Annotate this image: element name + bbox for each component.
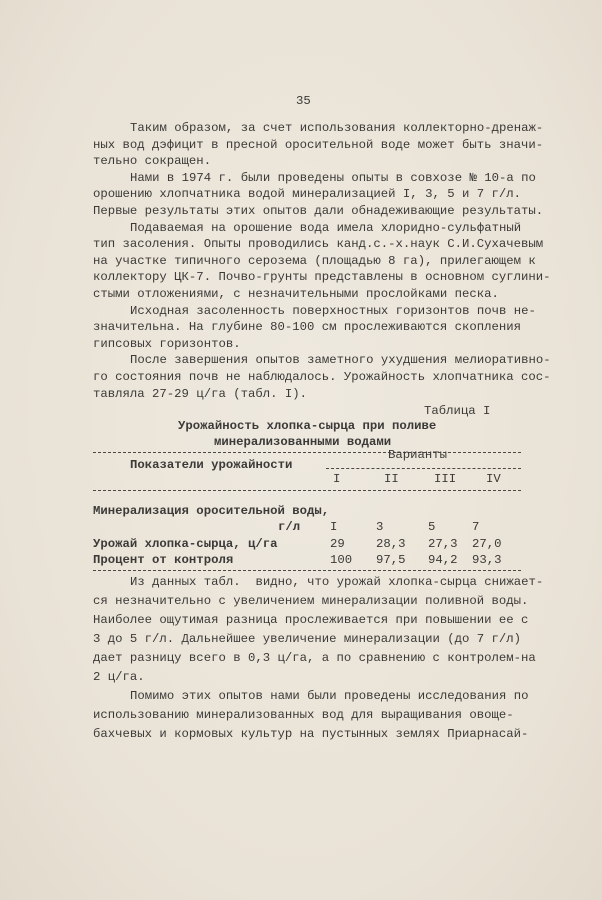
text-line: стыми отложениями, с незначительными прослойками песка. (93, 287, 499, 301)
text-line: использованию минерализованных вод для выращивания овоще- (93, 708, 514, 722)
text-line: Из данных табл. видно, что урожай хлопка-сырца снижает- (130, 575, 544, 589)
text-line: тельно сокращен. (93, 154, 212, 168)
row-unit: г/л (278, 520, 301, 534)
cell: 94,2 (428, 553, 458, 567)
cell: 100 (330, 553, 353, 567)
text-line: бахчевых и кормовых культур на пустынных землях Приарнасай- (93, 727, 529, 741)
text-line: Нами в 1974 г. были проведены опыты в совхозе № 10-а по (130, 171, 536, 185)
text-line: на участке типичного серозема (площадью 8 га), прилегающем к (93, 254, 536, 268)
cell: 7 (472, 520, 480, 534)
text-line: тавляла 27-29 ц/га (табл. I). (93, 387, 308, 401)
text-line: коллектору ЦК-7. Почво-грунты представлены в основном суглини- (93, 270, 551, 284)
cell: 5 (428, 520, 436, 534)
table-label: Таблица I (424, 404, 491, 418)
text-line: Наиболее ощутимая разница прослеживается при повышении ее с (93, 613, 529, 627)
variant-4: IV (486, 472, 501, 486)
table-rule (93, 452, 521, 453)
header-indicator: Показатели урожайности (130, 458, 293, 472)
page-number: 35 (296, 94, 311, 108)
cell: 97,5 (376, 553, 406, 567)
text-line: значительна. На глубине 80-100 см прослеживаются скопления (93, 320, 522, 334)
text-line: Первые результаты этих опытов дали обнадеживающие результаты. (93, 204, 544, 218)
cell: 27,3 (428, 537, 458, 551)
table-rule (93, 490, 521, 491)
variant-2: II (384, 472, 399, 486)
variant-1: I (333, 472, 341, 486)
row-label: Минерализация оросительной воды, (93, 504, 330, 518)
row-label: Урожай хлопка-сырца, ц/га (93, 537, 278, 551)
text-line: го состояния почв не наблюдалось. Урожайность хлопчатника сос- (93, 370, 551, 384)
cell: 3 (376, 520, 384, 534)
text-line: орошению хлопчатника водой минерализацией I, 3, 5 и 7 г/л. (93, 187, 522, 201)
text-line: После завершения опытов заметного ухудшения мелиоративно- (130, 353, 551, 367)
row-label: Процент от контроля (93, 553, 234, 567)
text-line: Таким образом, за счет использования коллекторно-дренаж- (130, 121, 544, 135)
cell: 29 (330, 537, 345, 551)
cell: 28,3 (376, 537, 406, 551)
text-line: Подаваемая на орошение вода имела хлоридно-сульфатный (130, 221, 522, 235)
text-line: гипсовых горизонтов. (93, 337, 241, 351)
table-title-line-2: минерализованными водами (214, 435, 392, 449)
variant-3: III (434, 472, 457, 486)
table-rule (93, 570, 521, 571)
cell: 27,0 (472, 537, 502, 551)
table-title-line-1: Урожайность хлопка-сырца при поливе (178, 419, 437, 433)
header-variants: Варианты (388, 448, 448, 462)
text-line: тип засоления. Опыты проводились канд.с.-х.наук С.И.Сухачевым (93, 237, 544, 251)
text-line: 3 до 5 г/л. Дальнейшее увеличение минерализации (до 7 г/л) (93, 632, 522, 646)
text-line: Исходная засоленность поверхностных горизонтов почв не- (130, 304, 536, 318)
text-line: ся незначительно с увеличением минерализации поливной воды. (93, 594, 529, 608)
cell: 93,3 (472, 553, 502, 567)
text-line: Помимо этих опытов нами были проведены исследования по (130, 689, 529, 703)
table-rule (326, 468, 521, 469)
text-line: ных вод дэфицит в пресной оросительной воде может быть значи- (93, 138, 544, 152)
text-line: дает разницу всего в 0,3 ц/га, а по сравнению с контролем-на (93, 651, 536, 665)
cell: I (330, 520, 338, 534)
text-line: 2 ц/га. (93, 670, 145, 684)
